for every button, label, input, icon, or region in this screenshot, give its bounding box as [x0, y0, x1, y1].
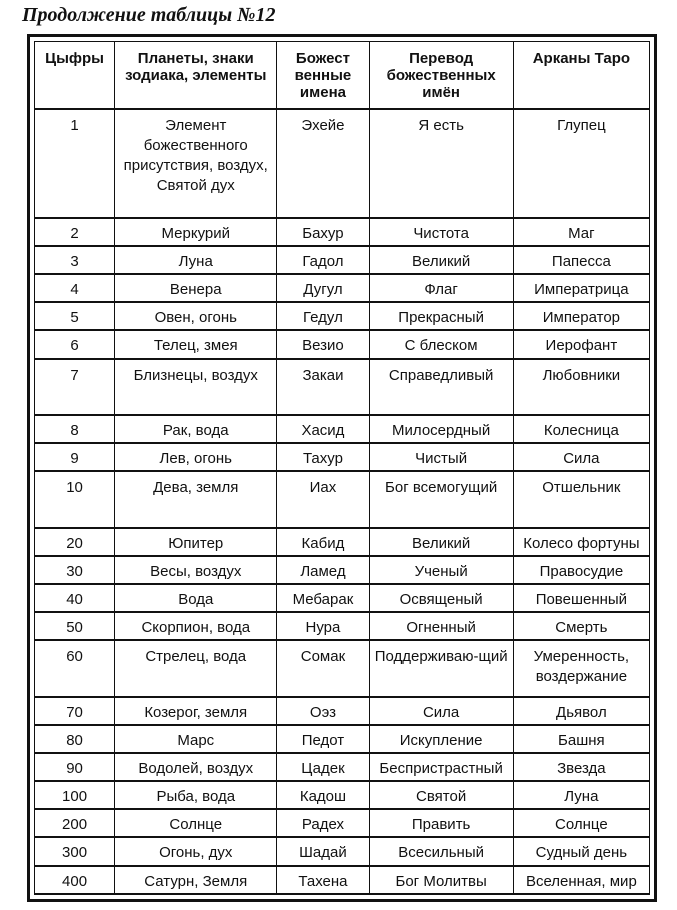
cell-digit: 20	[35, 528, 115, 556]
cell-digit: 6	[35, 330, 115, 358]
cell-tarot: Папесса	[513, 246, 649, 274]
cell-translation: Всесильный	[369, 837, 513, 865]
cell-planet: Лев, огонь	[115, 443, 277, 471]
table-row	[35, 753, 650, 781]
cell-divine-name: Сомак	[277, 640, 369, 696]
table-row	[35, 866, 650, 894]
cell-digit: 4	[35, 274, 115, 302]
table-row	[35, 781, 650, 809]
table-row	[35, 415, 650, 443]
cell-planet: Телец, змея	[115, 330, 277, 358]
cell-digit: 40	[35, 584, 115, 612]
cell-digit: 10	[35, 471, 115, 527]
cell-planet: Венера	[115, 274, 277, 302]
header-translation: Перевод божественных имён	[369, 42, 513, 110]
cell-translation: Великий	[369, 528, 513, 556]
cell-digit: 70	[35, 697, 115, 725]
cell-digit: 8	[35, 415, 115, 443]
cell-planet: Огонь, дух	[115, 837, 277, 865]
cell-translation: Бог Молитвы	[369, 866, 513, 894]
cell-translation: Прекрасный	[369, 302, 513, 330]
cell-tarot: Император	[513, 302, 649, 330]
cell-planet: Луна	[115, 246, 277, 274]
table-row	[35, 584, 650, 612]
cell-planet: Овен, огонь	[115, 302, 277, 330]
table-row	[35, 640, 650, 696]
cell-translation: Милосердный	[369, 415, 513, 443]
table-header	[35, 42, 650, 110]
table-body	[35, 109, 650, 894]
cell-digit: 3	[35, 246, 115, 274]
cell-digit: 80	[35, 725, 115, 753]
cell-tarot: Повешенный	[513, 584, 649, 612]
table-row	[35, 612, 650, 640]
cell-planet: Рак, вода	[115, 415, 277, 443]
cell-tarot: Умеренность, воздержание	[513, 640, 649, 696]
cell-divine-name: Мебарак	[277, 584, 369, 612]
table-row	[35, 725, 650, 753]
header-tarot: Арканы Таро	[513, 42, 649, 110]
header-divine-names: Божест венные имена	[277, 42, 369, 110]
cell-translation: Чистый	[369, 443, 513, 471]
cell-divine-name: Дугул	[277, 274, 369, 302]
cell-tarot: Любовники	[513, 359, 649, 415]
table-row	[35, 330, 650, 358]
cell-divine-name: Хасид	[277, 415, 369, 443]
cell-tarot: Колесница	[513, 415, 649, 443]
cell-tarot: Смерть	[513, 612, 649, 640]
page-title: Продолжение таблицы №12	[22, 4, 276, 26]
table-row	[35, 471, 650, 527]
cell-divine-name: Эхейе	[277, 109, 369, 218]
cell-divine-name: Везио	[277, 330, 369, 358]
table-row	[35, 359, 650, 415]
cell-divine-name: Бахур	[277, 218, 369, 246]
cell-divine-name: Радех	[277, 809, 369, 837]
cell-translation: Беспристрастный	[369, 753, 513, 781]
table-row	[35, 109, 650, 218]
cell-translation: Святой	[369, 781, 513, 809]
table-row	[35, 697, 650, 725]
header-row	[35, 42, 650, 110]
table-row	[35, 246, 650, 274]
cell-digit: 400	[35, 866, 115, 894]
cell-translation: Огненный	[369, 612, 513, 640]
cell-translation: Бог всемогущий	[369, 471, 513, 527]
cell-planet: Элемент божественного присутствия, воздух, Святой дух	[115, 109, 277, 218]
table-row	[35, 218, 650, 246]
cell-divine-name: Кадош	[277, 781, 369, 809]
table-row	[35, 528, 650, 556]
cell-tarot: Звезда	[513, 753, 649, 781]
cell-divine-name: Ламед	[277, 556, 369, 584]
cell-digit: 5	[35, 302, 115, 330]
cell-digit: 50	[35, 612, 115, 640]
cell-digit: 9	[35, 443, 115, 471]
cell-translation: Великий	[369, 246, 513, 274]
table-row	[35, 443, 650, 471]
cell-translation: С блеском	[369, 330, 513, 358]
cell-divine-name: Педот	[277, 725, 369, 753]
cell-divine-name: Кабид	[277, 528, 369, 556]
cell-divine-name: Иах	[277, 471, 369, 527]
cell-planet: Рыба, вода	[115, 781, 277, 809]
cell-planet: Юпитер	[115, 528, 277, 556]
cell-divine-name: Гадол	[277, 246, 369, 274]
cell-translation: Править	[369, 809, 513, 837]
cell-divine-name: Гедул	[277, 302, 369, 330]
cell-digit: 30	[35, 556, 115, 584]
correspondence-table	[34, 41, 650, 895]
cell-planet: Близнецы, воздух	[115, 359, 277, 415]
cell-translation: Сила	[369, 697, 513, 725]
cell-tarot: Солнце	[513, 809, 649, 837]
cell-tarot: Вселенная, мир	[513, 866, 649, 894]
cell-digit: 100	[35, 781, 115, 809]
cell-planet: Стрелец, вода	[115, 640, 277, 696]
cell-translation: Искупление	[369, 725, 513, 753]
cell-translation: Ученый	[369, 556, 513, 584]
cell-divine-name: Нура	[277, 612, 369, 640]
table-row	[35, 809, 650, 837]
cell-divine-name: Цадек	[277, 753, 369, 781]
cell-planet: Дева, земля	[115, 471, 277, 527]
cell-divine-name: Закаи	[277, 359, 369, 415]
cell-translation: Я есть	[369, 109, 513, 218]
cell-tarot: Отшельник	[513, 471, 649, 527]
cell-tarot: Луна	[513, 781, 649, 809]
cell-divine-name: Оэз	[277, 697, 369, 725]
cell-planet: Марс	[115, 725, 277, 753]
cell-planet: Солнце	[115, 809, 277, 837]
header-digits: Цыфры	[35, 42, 115, 110]
cell-tarot: Императрица	[513, 274, 649, 302]
cell-divine-name: Тахена	[277, 866, 369, 894]
cell-tarot: Иерофант	[513, 330, 649, 358]
cell-planet: Весы, воздух	[115, 556, 277, 584]
cell-digit: 90	[35, 753, 115, 781]
cell-tarot: Глупец	[513, 109, 649, 218]
cell-digit: 7	[35, 359, 115, 415]
table-row	[35, 837, 650, 865]
cell-planet: Козерог, земля	[115, 697, 277, 725]
table-frame	[27, 34, 657, 902]
cell-digit: 60	[35, 640, 115, 696]
header-planets: Планеты, знаки зодиака, элементы	[115, 42, 277, 110]
cell-tarot: Башня	[513, 725, 649, 753]
cell-translation: Освященый	[369, 584, 513, 612]
cell-planet: Водолей, воздух	[115, 753, 277, 781]
cell-translation: Справедливый	[369, 359, 513, 415]
cell-tarot: Маг	[513, 218, 649, 246]
cell-digit: 300	[35, 837, 115, 865]
table-row	[35, 274, 650, 302]
cell-planet: Скорпион, вода	[115, 612, 277, 640]
table-row	[35, 556, 650, 584]
cell-planet: Сатурн, Земля	[115, 866, 277, 894]
cell-digit: 1	[35, 109, 115, 218]
cell-tarot: Дьявол	[513, 697, 649, 725]
table-row	[35, 302, 650, 330]
cell-translation: Чистота	[369, 218, 513, 246]
cell-translation: Флаг	[369, 274, 513, 302]
cell-planet: Меркурий	[115, 218, 277, 246]
cell-tarot: Правосудие	[513, 556, 649, 584]
cell-translation: Поддерживаю-щий	[369, 640, 513, 696]
cell-divine-name: Тахур	[277, 443, 369, 471]
cell-tarot: Судный день	[513, 837, 649, 865]
cell-tarot: Сила	[513, 443, 649, 471]
cell-digit: 200	[35, 809, 115, 837]
cell-divine-name: Шадай	[277, 837, 369, 865]
cell-tarot: Колесо фортуны	[513, 528, 649, 556]
cell-planet: Вода	[115, 584, 277, 612]
cell-digit: 2	[35, 218, 115, 246]
